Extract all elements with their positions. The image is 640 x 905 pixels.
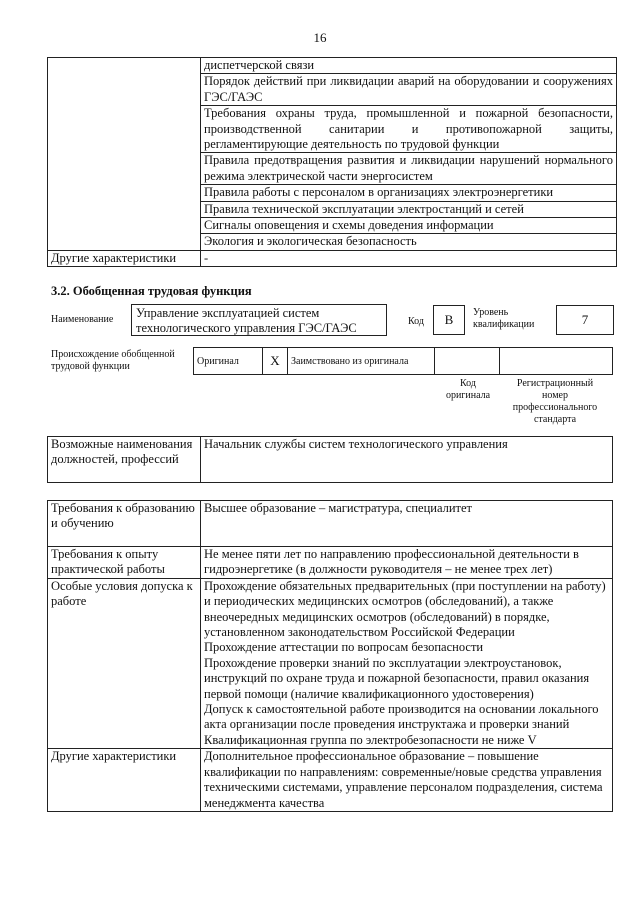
code-value-box	[433, 305, 465, 335]
name-value-box	[131, 304, 387, 336]
table-row: Правила технической эксплуатации электростанций и сетей	[201, 201, 617, 217]
table-row: Экология и экологическая безопасность	[201, 234, 617, 250]
origin-table	[193, 347, 613, 375]
list-item: Допуск к самостоятельной работе производится на основании локального акта организации после проведения инструктажа и проверки знаний	[204, 702, 599, 732]
special-conditions-label: Особые условия допуска к работе	[48, 578, 201, 748]
other-characteristics-value: Дополнительное профессиональное образование – повышение квалификации по направлениям: современные/новые средства управления техническими системами, управление персоналом подразделения, система менеджмента качества	[201, 749, 613, 812]
code-label: Код	[408, 316, 424, 327]
table-row: Правила работы с персоналом в организациях электроэнергетики	[201, 185, 617, 201]
knowledge-table	[47, 57, 617, 267]
borrowed-label: Заимствовано из оригинала	[288, 348, 435, 375]
table-row: диспетчерской связи	[201, 58, 617, 74]
level-value-box	[556, 305, 614, 335]
section-title: 3.2. Обобщенная трудовая функция	[51, 284, 252, 298]
reg-number-label: Регистрационный номер профессионального стандарта	[512, 378, 598, 425]
orig-code-cell	[435, 348, 500, 375]
code-value: B	[444, 312, 454, 327]
origin-label: Происхождение обобщенной трудовой функции	[51, 349, 175, 372]
positions-value: Начальник службы систем технологического управления	[201, 437, 613, 483]
special-conditions-value	[201, 578, 613, 748]
positions-table	[47, 436, 613, 483]
table-row: Требования охраны труда, промышленной и пожарной безопасности, производственной санитарии и противопожарной защиты, регламентирующие деятельность по трудовой функции	[201, 106, 617, 153]
experience-label: Требования к опыту практической работы	[48, 547, 201, 579]
requirements-table	[47, 500, 613, 812]
table-row: Порядок действий при ликвидации аварий на оборудовании и сооружениях ГЭС/ГАЭС	[201, 74, 617, 106]
original-label: Оригинал	[194, 348, 263, 375]
name-value: Управление эксплуатацией систем технологического управления ГЭС/ГАЭС	[136, 306, 357, 335]
list-item: Прохождение обязательных предварительных (при поступлении на работу) и периодических медицинских осмотров (обследований), а также внеочередных медицинских осмотров (обследований) в порядке, установленном законодательством Российской Федерации	[204, 578, 606, 640]
name-label: Наименование	[51, 314, 114, 325]
orig-code-label: Код оригинала	[445, 378, 491, 401]
table-row: Правила предотвращения развития и ликвидации нарушений нормального режима электрической части энергосистем	[201, 153, 617, 185]
table-row: Сигналы оповещения и схемы доведения информации	[201, 218, 617, 234]
original-mark: X	[263, 348, 288, 375]
level-label: Уровень квалификации	[473, 307, 535, 330]
level-value: 7	[581, 312, 589, 327]
other-characteristics-value: -	[201, 250, 617, 266]
education-label: Требования к образованию и обучению	[48, 501, 201, 547]
other-characteristics-label: Другие характеристики	[48, 749, 201, 812]
page-number: 16	[313, 30, 327, 45]
list-item: Прохождение проверки знаний по эксплуатации электроустановок, инструкций по охране труда и пожарной безопасности, правил оказания первой помощи (наличие квалификационного удостоверения)	[204, 655, 590, 701]
list-item: Прохождение аттестации по вопросам безопасности	[204, 640, 484, 655]
reg-number-cell	[500, 348, 613, 375]
other-characteristics-label: Другие характеристики	[48, 250, 201, 266]
empty-label-cell	[48, 58, 201, 251]
positions-label: Возможные наименования должностей, профессий	[48, 437, 201, 483]
list-item: Квалификационная группа по электробезопасности не ниже V	[204, 732, 537, 747]
education-value: Высшее образование – магистратура, специалитет	[201, 501, 613, 547]
experience-value: Не менее пяти лет по направлению профессиональной деятельности в гидроэнергетике (в должности руководителя – не менее трех лет)	[201, 547, 613, 579]
